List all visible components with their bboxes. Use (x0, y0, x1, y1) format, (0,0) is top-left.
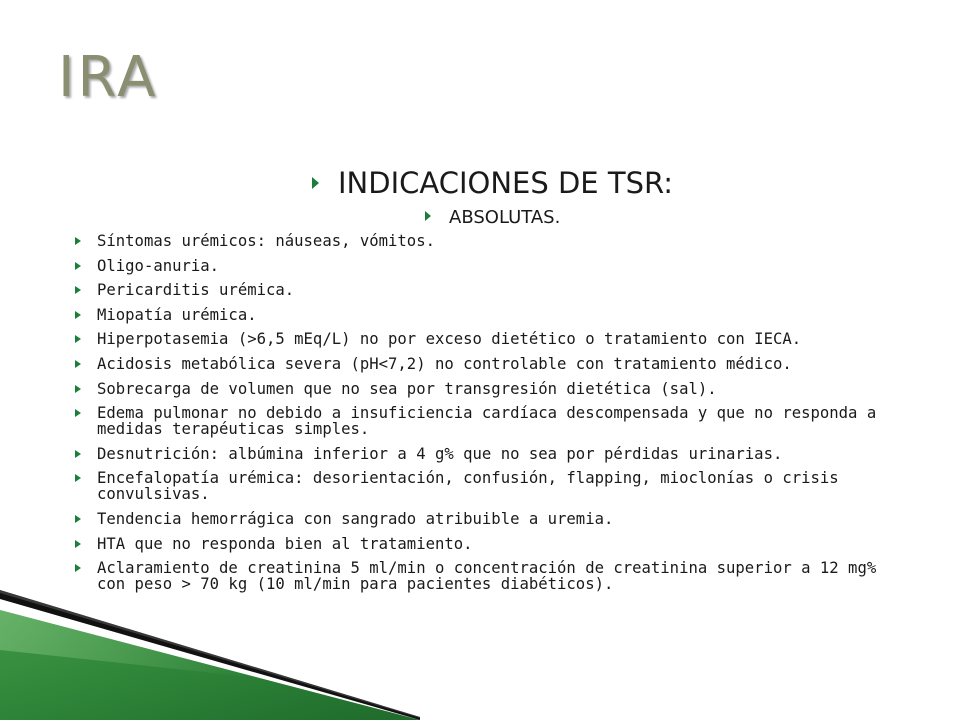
bullet-arrow-icon (75, 360, 81, 368)
list-item-text: Acidosis metabólica severa (pH<7,2) no controlable con tratamiento médico. (97, 354, 792, 373)
list-item-text: Aclaramiento de creatinina 5 ml/min o concentración de creatinina superior a 12 mg% con peso > 70 kg (10 ml/min para pacientes diabéticos). (97, 559, 877, 594)
bullet-arrow-icon (75, 335, 81, 343)
bullet-arrow-icon (75, 385, 81, 393)
list-item (75, 381, 905, 397)
list-item (75, 470, 905, 502)
list-item-text: Miopatía urémica. (97, 305, 257, 324)
heading-text: INDICACIONES DE TSR: (338, 166, 674, 200)
bullet-arrow-icon (75, 540, 81, 548)
list-item (75, 307, 905, 323)
list-item-text: Oligo-anuria. (97, 256, 220, 275)
list-item (75, 536, 905, 552)
list-item-text: HTA que no responda bien al tratamiento. (97, 534, 473, 553)
list-item-text: Tendencia hemorrágica con sangrado atribuible a uremia. (97, 509, 614, 528)
subheading-text: ABSOLUTAS. (449, 207, 561, 228)
list-item (75, 233, 905, 249)
list-item-text: Encefalopatía urémica: desorientación, confusión, flapping, mioclonías o crisis convulsivas. (97, 469, 839, 504)
bullet-arrow-icon (312, 177, 319, 189)
bullet-arrow-icon (75, 515, 81, 523)
corner-decoration (0, 590, 420, 720)
bullet-arrow-icon (75, 262, 81, 270)
heading-indicaciones (312, 168, 673, 200)
bullet-arrow-icon (75, 409, 81, 417)
bullet-arrow-icon (75, 237, 81, 245)
slide-title: IRA (58, 45, 159, 110)
list-item-text: Desnutrición: albúmina inferior a 4 g% que no sea por pérdidas urinarias. (97, 444, 783, 463)
list-item-text: Edema pulmonar no debido a insuficiencia cardíaca descompensada y que no responda a medidas terapéuticas simples. (97, 404, 877, 439)
list-item (75, 356, 905, 372)
bullet-arrow-icon (425, 211, 431, 221)
subheading-absolutas (425, 208, 560, 228)
bullet-arrow-icon (75, 474, 81, 482)
list-item-text: Sobrecarga de volumen que no sea por transgresión dietética (sal). (97, 379, 717, 398)
indications-list (75, 233, 905, 601)
list-item (75, 282, 905, 298)
list-item-text: Síntomas urémicos: náuseas, vómitos. (97, 232, 435, 250)
list-item (75, 405, 905, 437)
list-item (75, 446, 905, 462)
list-item (75, 511, 905, 527)
bullet-arrow-icon (75, 286, 81, 294)
list-item (75, 258, 905, 274)
bullet-arrow-icon (75, 311, 81, 319)
list-item (75, 331, 905, 347)
list-item-text: Hiperpotasemia (>6,5 mEq/L) no por exceso dietético o tratamiento con IECA. (97, 330, 802, 349)
list-item-text: Pericarditis urémica. (97, 281, 295, 300)
bullet-arrow-icon (75, 450, 81, 458)
bullet-arrow-icon (75, 564, 81, 572)
list-item (75, 560, 905, 592)
